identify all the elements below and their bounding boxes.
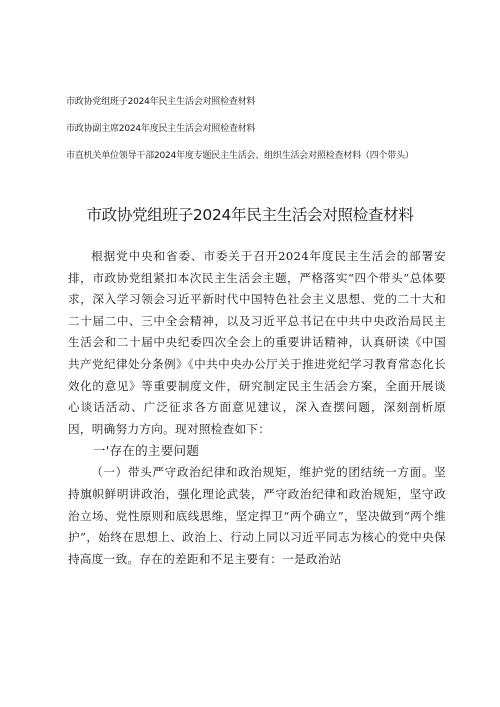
document-list-item: 市直机关单位领导干部2024年度专题民主生活会、组织生活会对照检查材料（四个带头） bbox=[66, 151, 414, 161]
section-paragraph: （一）带头严守政治纪律和政治规矩，维护党的团结统一方面。坚持旗帜鲜明讲政治，强化理论武装，严守政治纪律和政治规矩，坚守政治立场、党性原则和底线思维，坚定捍卫“两个确立”，坚决做到“两个维护”，始终在思想上、政治上、行动上同以习近平同志为核心的党中央保持高度一致。存在的差距和不足主要有：一是政治站 bbox=[68, 465, 446, 566]
document-list bbox=[66, 96, 466, 177]
section-heading: 一'存在的主要问题 bbox=[93, 443, 200, 459]
document-list-item: 市政协党组班子2024年民主生活会对照检查材料 bbox=[66, 97, 256, 107]
document-list-item: 市政协副主席2024年度民主生活会对照检查材料 bbox=[66, 124, 256, 134]
document-title: 市政协党组班子2024年民主生活会对照检查材料 bbox=[86, 206, 414, 224]
document-body bbox=[68, 246, 446, 570]
intro-paragraph: 根据党中央和省委、市委关于召开2024年度民主生活会的部署安排，市政协党组紧扣本次民主生活会主题，严格落实“四个带头”总体要求，深入学习领会习近平新时代中国特色社会主义思想、党的二十大和二十届二中、三中全会精神，以及习近平总书记在中共中央政治局民主生活会和二十届中央纪委四次全会上的重要讲话精神，认真研读《中国共产党纪律处分条例》《中共中央办公厅关于推进党纪学习教育常态化长效化的意见》等重要制度文件，研究制定民主生活会方案，全面开展谈心谈话活动、广泛征求各方面意见建议，深入查摆问题，深刻剖析原因，明确努力方向。现对照检查如下： bbox=[68, 249, 446, 436]
